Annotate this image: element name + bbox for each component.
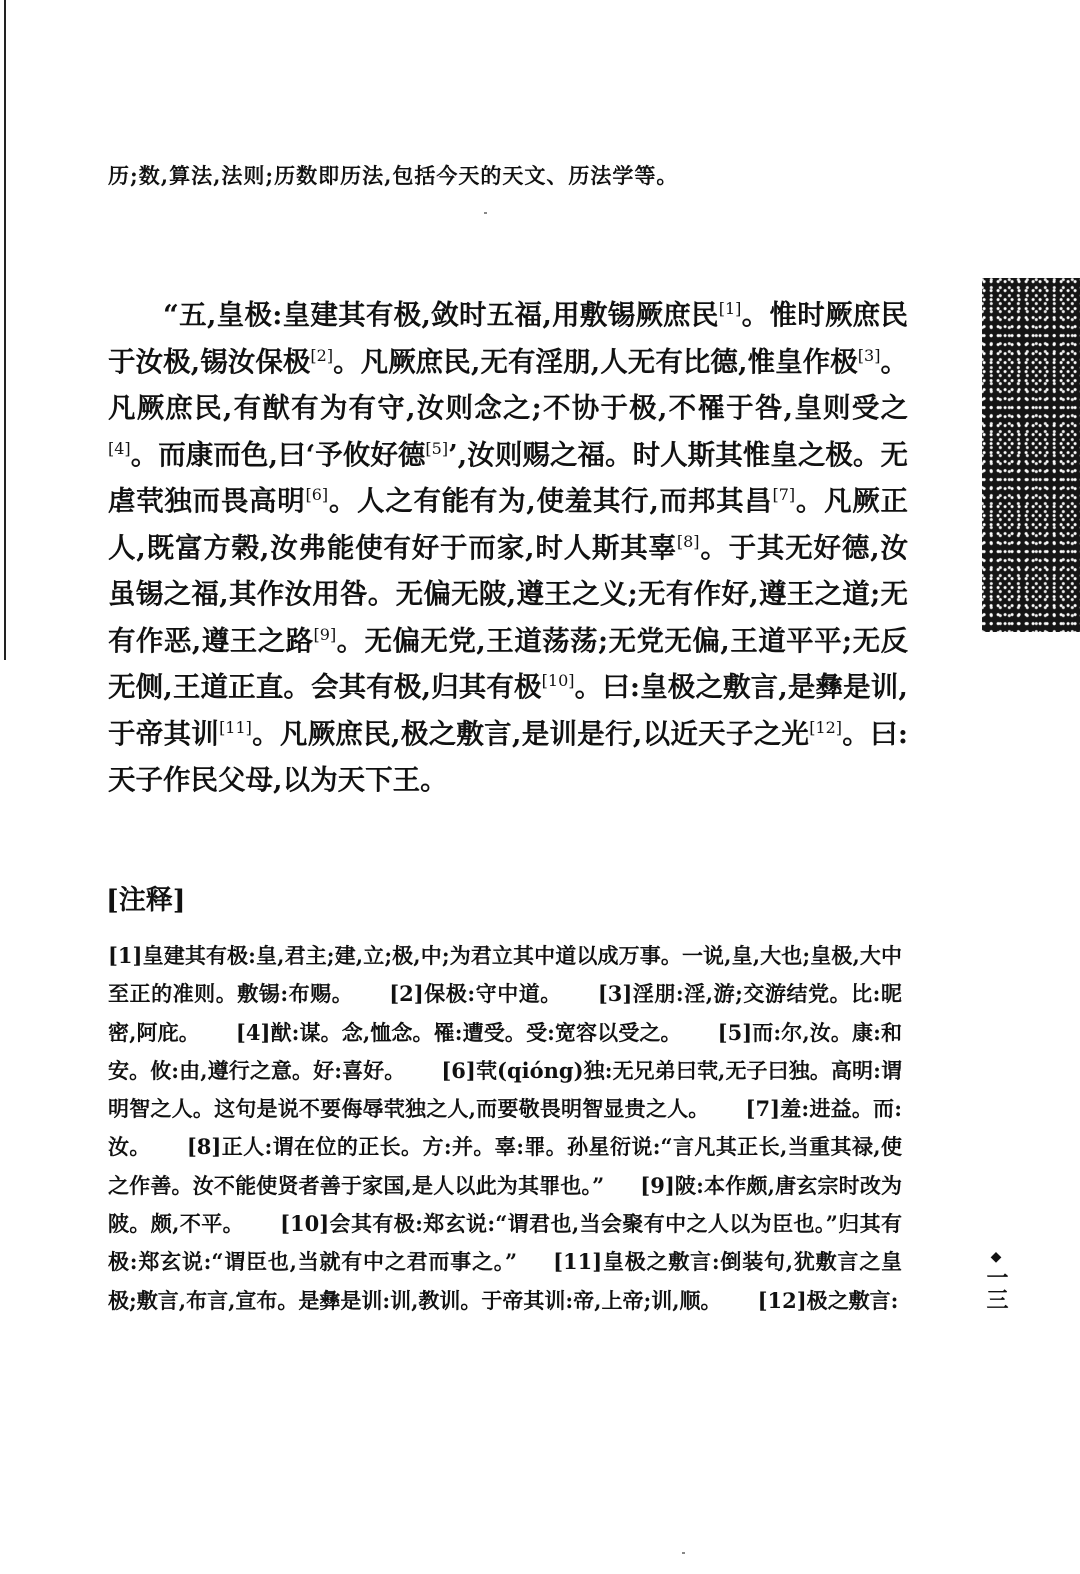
note-entry: [8]正人:谓在位的正长。方:并。辜:罪。孙星衍说:“言凡其正长,当重其禄,使之作善。汝不能使贤者善于家国,是人以此为其罪也。” xyxy=(108,1134,902,1198)
passage-text: 。凡厥正人,既富方榖,汝弗能使有好于而家,时人斯其辜 xyxy=(108,485,908,564)
passage-text: 。凡厥庶民,极之敷言,是训是行,以近天子之光 xyxy=(251,717,810,750)
footnote-ref: [6] xyxy=(305,485,329,504)
footnote-ref: [12] xyxy=(809,717,843,737)
note-entry: [10]会其有极:郑玄说:“谓君也,当会聚有中之人以为臣也。”归其有极:郑玄说:“谓臣也,当就有中之君而事之。” xyxy=(108,1211,902,1275)
notes-heading: [注释] xyxy=(106,885,186,916)
chapter-thumb-tab xyxy=(982,278,1080,632)
footnote-ref: [4] xyxy=(108,438,131,458)
passage-text: 。无偏无党,王道荡荡;无党无偏,王道平平;无反无侧,王道正直。会其有极,归其有极 xyxy=(108,624,909,703)
notes-body xyxy=(108,937,902,1320)
note-entry: [5]而:尔,汝。康:和安。攸:由,遵行之意。好:喜好。 xyxy=(108,1019,902,1083)
passage-text: ’,汝则赐之福。时人斯其惟皇之极。无虐茕独而畏高明 xyxy=(108,438,908,517)
passage-text: “五,皇极:皇建其有极,敛时五福,用敷锡厥庶民 xyxy=(163,299,719,331)
footnote-ref: [3] xyxy=(857,345,881,365)
note-entry: [2]保极:守中道。 xyxy=(389,981,562,1007)
diamond-icon: ◆ xyxy=(990,1249,1002,1265)
note-entry: [6]茕(qióng)独:无兄弟曰茕,无子曰独。高明:谓明智之人。这句是说不要侮辱茕独之人,而要敬畏明智显贵之人。 xyxy=(108,1057,902,1122)
passage-text: 。凡厥庶民,无有淫朋,人无有比德,惟皇作极 xyxy=(333,345,858,378)
note-entry: [9]陂:本作颇,唐玄宗时改为陂。颇,不平。 xyxy=(108,1172,902,1237)
footnote-ref: [5] xyxy=(425,438,449,458)
passage-text: 。曰:皇极之敷言,是彝是训,于帝其训 xyxy=(108,671,908,750)
scan-speck xyxy=(484,212,487,214)
footnote-ref: [1] xyxy=(718,299,742,318)
passage-text: 。惟时厥庶民于汝极,锡汝保极 xyxy=(108,299,908,378)
binding-edge-line xyxy=(4,0,6,660)
passage-text: 。于其无好德,汝虽锡之福,其作汝用咎。无偏无陂,遵王之义;无有作好,遵王之道;无有作恶,遵王之路 xyxy=(108,531,908,657)
note-entry: [4]猷:谋。念,恤念。罹:遭受。受:宽容以受之。 xyxy=(235,1019,682,1045)
main-passage xyxy=(108,292,908,804)
note-entry: [1]皇建其有极:皇,君主;建,立;极,中;为君立其中道以成万事。一说,皇,大也;皇极,大中至正的准则。敷锡:布赐。 xyxy=(108,943,902,1007)
page-number-text: 一三 xyxy=(983,1266,1009,1310)
page-number xyxy=(976,1248,1016,1310)
passage-text: 。曰:天子作民父母,以为天下王。 xyxy=(108,717,908,796)
note-entry: [12]极之敷言: xyxy=(757,1287,899,1313)
footnote-ref: [9] xyxy=(313,624,337,644)
passage-text: 。人之有能有为,使羞其行,而邦其昌 xyxy=(328,485,773,517)
note-entry: [3]淫朋:淫,游;交游结党。比:昵密,阿庇。 xyxy=(108,981,902,1045)
footnote-ref: [10] xyxy=(541,671,575,690)
scan-speck xyxy=(682,1552,685,1554)
continued-line: 历;数,算法,法则;历数即历法,包括今天的天文、历法学等。 xyxy=(108,163,679,188)
footnote-ref: [2] xyxy=(310,345,334,365)
footnote-ref: [11] xyxy=(219,717,252,737)
passage-text: 。凡厥庶民,有猷有为有守,汝则念之;不协于极,不罹于咎,皇则受之 xyxy=(108,345,908,424)
footnote-ref: [8] xyxy=(676,531,700,551)
passage-text: 。而康而色,曰‘予攸好德 xyxy=(130,438,426,471)
note-entry: [7]羞:进益。而:汝。 xyxy=(108,1096,902,1160)
footnote-ref: [7] xyxy=(772,485,796,504)
note-entry: [11]皇极之敷言:倒装句,犹敷言之皇极;敷言,布言,宣布。是彝是训:训,教训。于帝其训:帝,上帝;训,顺。 xyxy=(108,1249,902,1313)
